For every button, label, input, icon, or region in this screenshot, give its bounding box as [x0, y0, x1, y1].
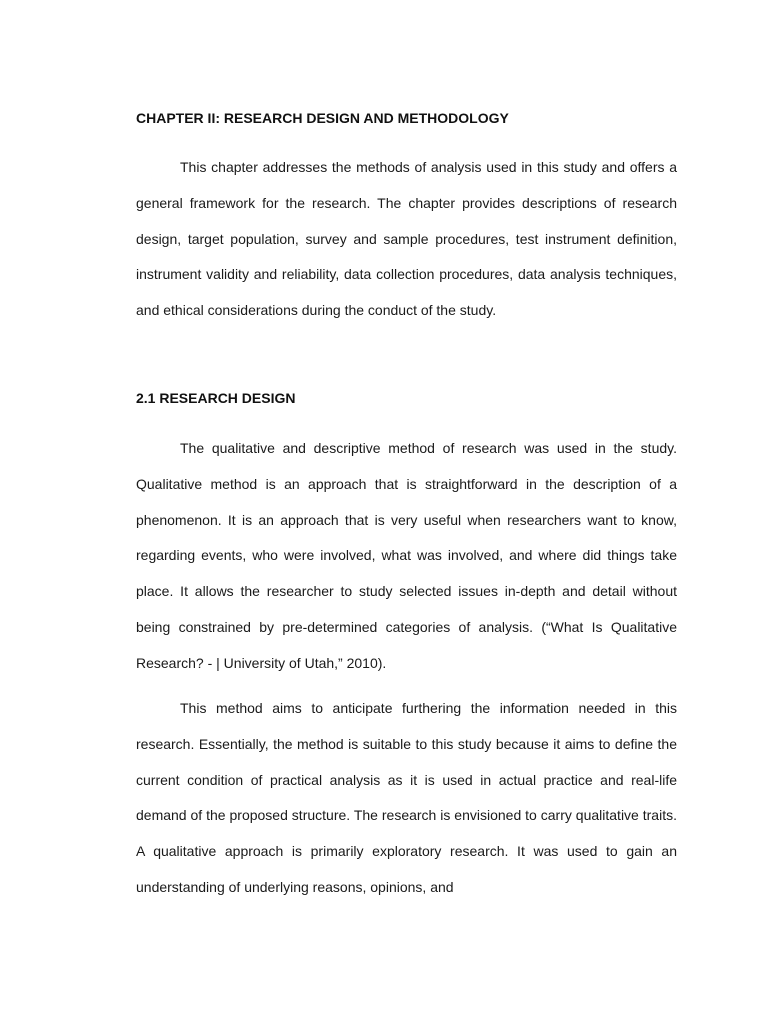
section-paragraph-1: The qualitative and descriptive method of research was used in the study. Qualitative method is an approach that is straightforward in the description of a phenomenon. It is an approach that is very useful when researchers want to know, regarding events, who were involved, what was involved, and where did things take place. It allows the researcher to study selected issues in-depth and detail without being constrained by pre-determined categories of analysis. (“What Is Qualitative Research? - | University of Utah,” 2010).: [136, 440, 677, 671]
chapter-title: CHAPTER II: RESEARCH DESIGN AND METHODOLOGY: [136, 110, 509, 126]
intro-paragraph: This chapter addresses the methods of analysis used in this study and offers a general framework for the research. The chapter provides descriptions of research design, target population, survey and sample procedures, test instrument definition, instrument validity and reliability, data collection procedures, data analysis techniques, and ethical considerations during the conduct of the study.: [136, 159, 677, 319]
section-paragraph-2: This method aims to anticipate furthering the information needed in this research. Essentially, the method is suitable to this study because it aims to define the current condition of practical analysis as it is used in actual practice and real-life demand of the proposed structure. The research is envisioned to carry qualitative traits. A qualitative approach is primarily exploratory research. It was used to gain an understanding of underlying reasons, opinions, and: [136, 700, 677, 895]
section-heading: 2.1 RESEARCH DESIGN: [136, 390, 296, 406]
